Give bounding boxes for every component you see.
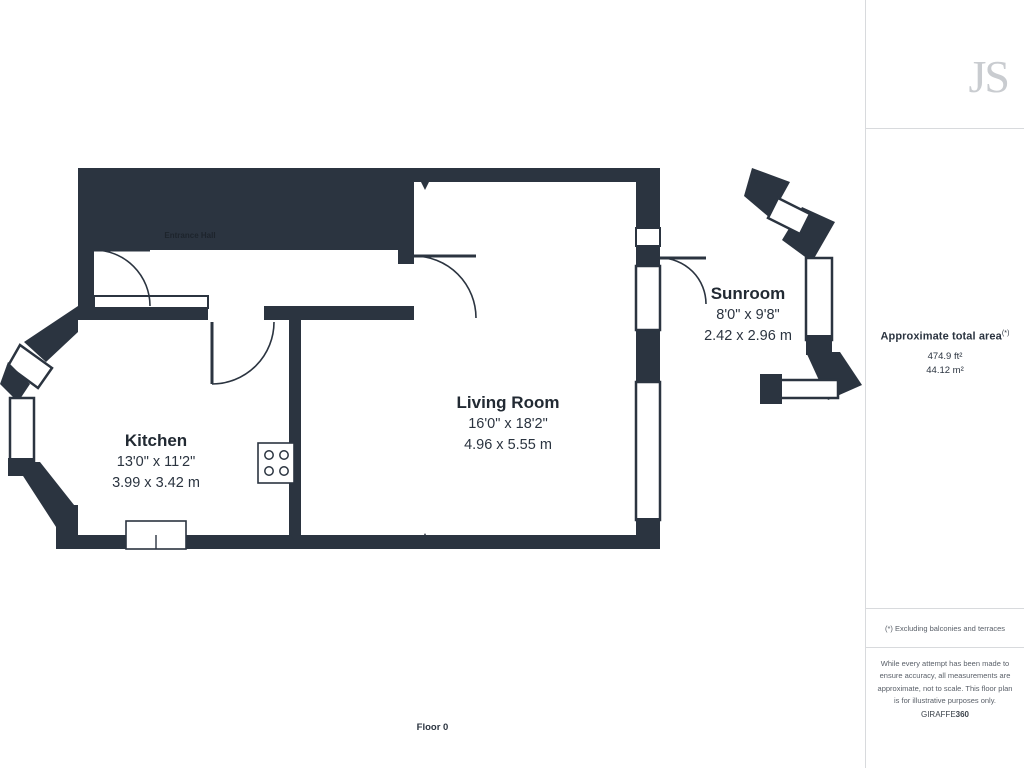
kitchen-dimensions-imperial: 13'0" x 11'2" — [116, 454, 196, 471]
total-area-sqm: 44.12 m² — [926, 365, 964, 377]
sunroom-dimensions-imperial: 8'0" x 9'8" — [716, 307, 780, 324]
living-room-dimensions-metric: 4.96 x 5.55 m — [464, 437, 552, 454]
window-kitchen-west — [10, 398, 34, 464]
kitchen-name: Kitchen — [124, 431, 188, 450]
room-label-entrance-hall: Entrance Hall — [164, 231, 216, 240]
wall-living-right-top — [636, 182, 660, 228]
living-room-name: Living Room — [456, 393, 560, 412]
fixture-hob — [258, 443, 294, 483]
wall-kitchen-top-right — [264, 306, 414, 320]
total-area-values — [866, 350, 1024, 379]
room-label-kitchen — [56, 430, 256, 494]
door-arc-kitchen — [212, 322, 274, 384]
wall-center-divider — [289, 320, 301, 548]
room-label-living-room — [408, 392, 608, 456]
door-arc-hall-living — [414, 256, 476, 318]
total-area-title — [866, 330, 1024, 343]
exclusion-note-cell — [866, 608, 1024, 648]
kitchen-dimensions-metric: 3.99 x 3.42 m — [112, 475, 200, 492]
wall-left-upper — [78, 168, 94, 310]
wall-living-right-a — [636, 360, 660, 382]
sunroom-name: Sunroom — [710, 284, 786, 303]
room-label-sunroom — [658, 283, 838, 347]
info-panel — [865, 0, 1024, 768]
provider-brand — [866, 710, 1024, 719]
fixture-sink — [126, 521, 186, 549]
window-sunroom-west — [636, 266, 660, 330]
wall-sunroom-sw-stub — [760, 374, 782, 404]
total-area-note-marker: (*) — [1001, 330, 1010, 337]
wall-top-right — [412, 168, 660, 182]
floor-caption: Floor 0 — [416, 722, 449, 733]
living-room-dimensions-imperial: 16'0" x 18'2" — [468, 416, 548, 433]
provider-brand-suffix: 360 — [955, 710, 970, 719]
total-area-sqft: 474.9 ft² — [927, 350, 963, 362]
sunroom-dimensions-metric: 2.42 x 2.96 m — [704, 328, 792, 345]
wall-kitchen-sw-corner — [56, 505, 78, 549]
exclusion-note: (*) Excluding balconies and terraces — [884, 623, 1006, 633]
total-area-block — [866, 330, 1024, 379]
logo-cell — [866, 28, 1024, 129]
total-area-title-text: Approximate total area — [880, 330, 1002, 343]
window-sunroom-ne — [768, 198, 810, 234]
brand-logo: JS — [968, 51, 1008, 102]
window-sunroom-left-top — [636, 228, 660, 246]
disclaimer-text: While every attempt has been made to ensure accuracy, all measurements are approximate, not to scale. This floor plan is for illustrative purposes only. — [877, 659, 1013, 706]
wall-sunroom-left-lower — [636, 330, 660, 360]
window-kitchen-north — [94, 296, 208, 308]
window-living-east — [636, 382, 660, 520]
wall-sunroom-left-mid — [636, 246, 660, 266]
wall-top-left — [78, 168, 412, 180]
provider-brand-prefix: GIRAFFE — [920, 710, 956, 719]
